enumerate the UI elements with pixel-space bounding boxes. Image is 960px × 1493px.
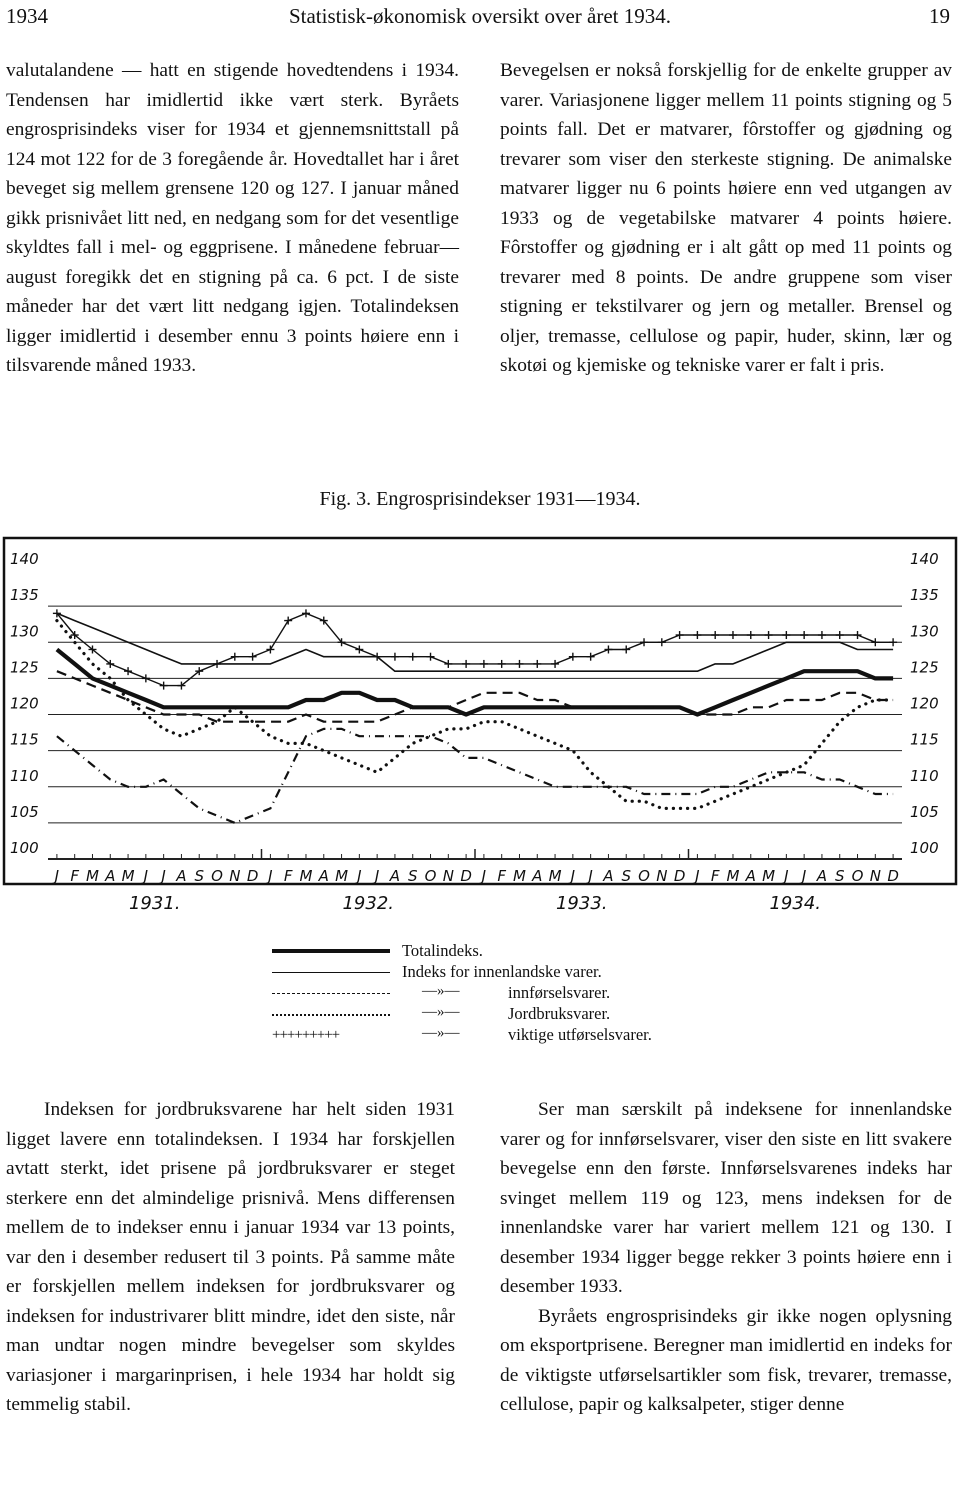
data-point-plus xyxy=(498,660,506,668)
x-tick-label: F xyxy=(710,867,720,885)
x-tick-label: A xyxy=(745,867,756,885)
paragraph: Ser man særskilt på indeksene for innenlandske varer og for innførselsvarer, viser den siste en litt svakere bevegelse enn den første. Innførselsvarenes indeks har svinget mellem 119 og 123, mens indeksen for de innenlandske varer har variert mellem 121 og 130. I desember 1934 ligger begge rekker 3 points høiere enn i desember 1933. xyxy=(500,1099,952,1297)
legend-swatch xyxy=(272,993,390,994)
x-tick-label: J xyxy=(374,867,380,885)
x-tick-label: A xyxy=(603,867,614,885)
x-tick-label: J xyxy=(801,867,807,885)
text-column-bottom-left xyxy=(6,1095,455,1420)
x-tick-label: N xyxy=(869,867,881,885)
data-point-plus xyxy=(266,645,274,653)
x-tick-label: N xyxy=(229,867,241,885)
x-tick-label: J xyxy=(570,867,576,885)
data-point-plus xyxy=(747,631,755,639)
series-line-dashdot xyxy=(57,729,893,823)
x-tick-label: N xyxy=(442,867,454,885)
legend-item-import xyxy=(272,983,752,1004)
data-point-plus xyxy=(355,645,363,653)
data-point-plus xyxy=(836,631,844,639)
year-label: 1934. xyxy=(769,893,822,914)
year-label: 1932. xyxy=(342,893,395,914)
chart-series xyxy=(53,609,897,823)
data-point-plus xyxy=(515,660,523,668)
header-year: 1934 xyxy=(6,4,48,28)
paragraph: Indeksen for jordbruksvarene har helt siden 1931 ligget lavere enn totalindeksen. I 1934 har forskjellen avtatt sterkt, idet prisene på jordbruksvarer er steget sterkere enn det almindelige prisnivå. Mens differensen mellem de to indekser ennu i januar 1934 var 13 points, var den i desember redusert til 3 points. På samme måte er forskjellen mellem indeksen for jordbruksvarer og indeksen for industrivarer blitt mindre, idet den siste, når man undtar nogen mindre bevegelser som skyldes variasjoner i margarinprisen, i hele 1934 har holdt sig temmelig stabil. xyxy=(6,1099,455,1415)
legend-item-domestic xyxy=(272,962,752,983)
x-tick-label: A xyxy=(389,867,401,885)
data-point-plus xyxy=(729,631,737,639)
y-tick-label: 105 xyxy=(10,802,39,821)
paragraph: Bevegelsen er nokså forskjellig for de enkelte grupper av varer. Variasjonene ligger mellem 11 points stigning og 5 points fall. Det er matvarer, fôrstoffer og gjødning og trevarer som viser den sterkeste stigning. De animalske matvarer ligger nu 6 points høiere enn ved utgangen av 1933 og de vegetabilske matvarer 4 points høiere. Fôrstoffer og gjødning er i alt gått op med 11 points og trevarer med 8 points. De andre gruppene som viser stigning er tekstilvarer og jern og metaller. Brensel og oljer, tremasse, cellulose og papir, huder, skinn, lær og skotøi og kjemiske og tekniske varer er falt i pris. xyxy=(500,60,952,376)
x-tick-label: M xyxy=(762,867,776,885)
data-point-plus xyxy=(160,682,168,690)
y-tick-label: 125 xyxy=(10,658,39,677)
x-tick-label: M xyxy=(299,867,313,885)
data-point-plus xyxy=(800,631,808,639)
figure-caption: Fig. 3. Engrosprisindekser 1931—1934. xyxy=(319,488,641,510)
data-point-plus xyxy=(409,653,417,661)
legend-swatch xyxy=(272,972,390,973)
legend-item-agriculture xyxy=(272,1004,752,1025)
y-tick-label: 120 xyxy=(910,694,939,713)
x-tick-label: J xyxy=(161,867,166,885)
data-point-plus xyxy=(213,660,221,668)
running-header xyxy=(0,4,960,30)
x-tick-label: M xyxy=(86,867,99,885)
data-point-plus xyxy=(569,653,577,661)
y-tick-label: 105 xyxy=(910,802,939,821)
data-point-plus xyxy=(622,645,630,653)
y-tick-label: 110 xyxy=(10,766,39,785)
x-tick-label: M xyxy=(513,867,526,885)
data-point-plus xyxy=(693,631,701,639)
year-label: 1933. xyxy=(555,893,608,914)
data-point-plus xyxy=(782,631,790,639)
data-point-plus xyxy=(231,653,239,661)
data-point-plus xyxy=(765,631,773,639)
data-point-plus xyxy=(889,638,897,646)
data-point-plus xyxy=(640,638,648,646)
x-tick-label: F xyxy=(283,867,293,885)
data-point-plus xyxy=(391,653,399,661)
legend-label: innførselsvarer. xyxy=(508,983,611,1002)
data-point-plus xyxy=(480,660,488,668)
legend-ditto: —»— xyxy=(422,1004,460,1020)
data-point-plus xyxy=(462,660,470,668)
y-tick-label: 100 xyxy=(910,839,939,857)
x-tick-label: A xyxy=(176,867,187,885)
x-tick-label: D xyxy=(460,867,472,885)
data-point-plus xyxy=(142,674,150,682)
legend-item-export: +++++++++ —»— viktige utførselsvarer. xyxy=(272,1025,652,1044)
paragraph: valutalandene — hatt en stigende hovedtendens i 1934. Tendensen har imidlertid ikke vært sterk. Byråets engrosprisindeks viser for 1934 et gjennemsnittstall på 124 mot 122 for de 3 foregående år. Hovedtallet har i året beveget sig mellem grensene 120 og 127. I januar måned gikk prisnivået litt ned, en nedgang som for det vesentlige skyldtes fall i mel- og eggprisene. I månedene februar—august foregikk det en stigning på ca. 6 pct. I de siste måneder har det vært litt nedgang igjen. Totalindeksen ligger imidlertid i desember ennu 3 points høiere enn i tilsvarende måned 1933. xyxy=(6,60,459,376)
x-tick-label: J xyxy=(143,867,149,885)
y-tick-label: 130 xyxy=(910,622,939,641)
x-tick-label: O xyxy=(424,867,437,885)
legend-item-total xyxy=(272,941,752,962)
x-tick-label: J xyxy=(481,867,487,885)
y-tick-label: 115 xyxy=(910,730,939,749)
x-tick-label: S xyxy=(194,867,204,885)
page-number: 19 xyxy=(929,4,950,28)
data-point-plus xyxy=(587,653,595,661)
data-point-plus xyxy=(533,660,541,668)
data-point-plus xyxy=(658,638,666,646)
x-tick-label: J xyxy=(588,867,593,885)
y-tick-label: 140 xyxy=(10,550,39,568)
legend-label: Totalindeks. xyxy=(402,941,483,960)
y-tick-label: 125 xyxy=(910,658,939,677)
x-tick-label: M xyxy=(726,867,740,885)
x-tick-label: J xyxy=(54,867,60,885)
data-point-plus xyxy=(871,638,879,646)
x-tick-label: J xyxy=(695,867,700,885)
chart-legend xyxy=(272,941,752,1046)
data-point-plus xyxy=(249,653,257,661)
y-tick-label: 135 xyxy=(10,586,39,605)
x-tick-label: N xyxy=(656,867,668,885)
y-tick-label: 110 xyxy=(910,766,939,785)
text-column-bottom-right xyxy=(500,1095,952,1420)
series-line-thick xyxy=(57,650,893,715)
x-tick-label: M xyxy=(548,867,562,885)
data-point-plus xyxy=(124,667,132,675)
y-tick-label: 140 xyxy=(910,550,939,568)
x-tick-label: A xyxy=(532,867,543,885)
y-tick-label: 130 xyxy=(10,622,39,641)
x-tick-label: O xyxy=(211,867,223,885)
legend-swatch xyxy=(272,1014,390,1016)
x-tick-label: D xyxy=(246,867,259,885)
x-tick-label: S xyxy=(407,867,418,885)
x-tick-label: J xyxy=(357,867,362,885)
data-point-plus xyxy=(427,653,435,661)
x-tick-label: A xyxy=(318,867,329,885)
y-tick-label: 115 xyxy=(10,730,39,749)
header-title: Statistisk-økonomisk oversikt over året 1934. xyxy=(288,4,672,28)
price-index-chart xyxy=(0,528,960,938)
x-tick-label: D xyxy=(887,867,899,885)
x-tick-label: A xyxy=(816,867,828,885)
data-point-plus xyxy=(854,631,862,639)
text-column-top-left xyxy=(6,56,459,381)
y-tick-label: 135 xyxy=(910,586,939,605)
x-tick-label: M xyxy=(335,867,349,885)
data-point-plus xyxy=(302,609,310,617)
legend-swatch xyxy=(272,949,390,953)
data-point-plus xyxy=(604,645,612,653)
y-tick-label: 100 xyxy=(10,839,39,857)
paragraph: Byråets engrosprisindeks gir ikke nogen oplysning om eksportprisene. Beregner man imidlertid en indeks for de viktigste utførselsartikler som fisk, trevarer, tremasse, cellulose, papir og kalksalpeter, stiger denne xyxy=(500,1305,952,1415)
x-tick-label: J xyxy=(784,867,789,885)
data-point-plus xyxy=(284,617,292,625)
legend-label: Indeks for innenlandske varer. xyxy=(402,962,602,981)
x-tick-label: D xyxy=(673,867,686,885)
legend-label: viktige utførselsvarer. xyxy=(508,1025,652,1044)
x-tick-label: A xyxy=(105,867,116,885)
data-point-plus xyxy=(676,631,684,639)
data-point-plus xyxy=(818,631,826,639)
y-tick-label: 120 xyxy=(10,694,39,713)
x-tick-label: O xyxy=(638,867,650,885)
x-tick-label: J xyxy=(268,867,273,885)
x-tick-label: S xyxy=(834,867,845,885)
legend-label: Jordbruksvarer. xyxy=(508,1004,611,1023)
x-tick-label: F xyxy=(497,867,507,885)
x-tick-label: F xyxy=(70,867,80,885)
data-point-plus xyxy=(444,660,452,668)
text-column-top-right xyxy=(500,56,952,381)
x-tick-label: M xyxy=(121,867,135,885)
x-tick-label: S xyxy=(621,867,631,885)
legend-ditto: —»— xyxy=(422,983,460,999)
year-label: 1931. xyxy=(128,893,181,914)
data-point-plus xyxy=(711,631,719,639)
data-point-plus xyxy=(551,660,559,668)
legend-ditto: —»— xyxy=(422,1025,460,1041)
x-tick-label: O xyxy=(851,867,864,885)
